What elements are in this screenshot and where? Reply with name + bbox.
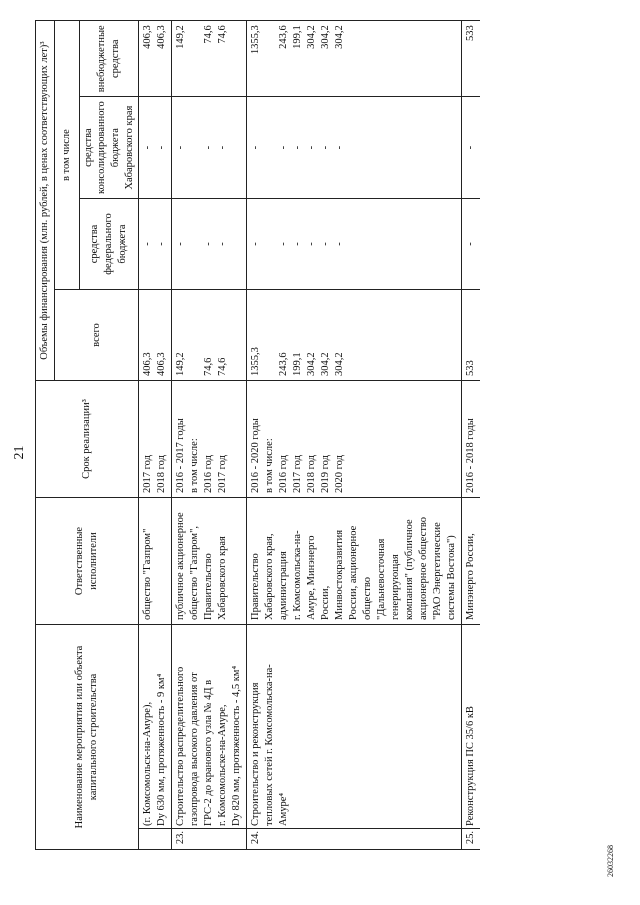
row-responsible [172,498,247,625]
cell-line: Строительство и реконструкция [250,682,262,826]
cell-line: 2017 год [217,455,229,493]
cell-line: Хабаровского края, [264,533,276,620]
cell-line: тепловых сетей г. Комсомольска-на- [264,664,276,826]
row-responsible [139,498,172,625]
cell-line: - [306,145,318,150]
cell-line: Dy 820 мм, протяженность - 4,5 км⁴ [231,665,243,826]
page-number: 21 [12,445,27,460]
row-extrabudget [462,21,481,97]
row-number [462,829,481,850]
cell-line: - [250,145,262,150]
cell-line: - [203,242,215,246]
row-federal [247,199,462,290]
cell-line: компания" (публичное [404,519,416,620]
cell-line: Правительство [203,553,215,620]
header-consolidated: средства консолидированного бюджета Хабаровского края [79,97,139,199]
cell-line: - [306,242,318,246]
cell-line [188,101,202,194]
row-term [247,381,462,498]
header-extrabudget: внебюджетные средства [79,21,139,97]
row-consolidated [462,97,481,199]
cell-line: Dy 630 мм, протяженность - 9 км⁴ [156,673,168,826]
cell-line: 304,2 [306,25,318,49]
cell-line: - [142,145,154,150]
table-row [172,21,247,850]
cell-line: России, [320,585,332,620]
cell-line: 149,2 [175,25,187,49]
cell-line: 2020 год [334,455,346,493]
cell-line: Хабаровского края [217,536,229,620]
cell-line: 304,2 [334,25,346,49]
cell-line: 149,2 [175,352,187,376]
header-term: Срок реализации³ [36,381,139,498]
cell-line [263,101,277,194]
cell-line: Правительство [250,553,262,620]
cell-line: России, акционерное [348,525,360,620]
cell-line: 406,3 [156,352,168,376]
cell-line: в том числе: [189,438,201,493]
table-body [139,21,481,850]
row-consolidated [172,97,247,199]
cell-line: Амуре, Минэнерго [306,535,318,620]
cell-line: Реконструкция ПС 35/6 кВ [465,706,477,826]
cell-line: 243,6 [278,25,290,49]
cell-line: Амуре⁴ [278,792,290,826]
row-consolidated [139,97,172,199]
cell-line: - [278,145,290,150]
cell-line: публичное акционерное [175,512,187,620]
cell-line: 74,6 [217,25,229,44]
cell-line: 533 [465,360,477,376]
cell-line: Минвостокразвития [334,529,346,620]
cell-line: 304,2 [306,352,318,376]
row-total [462,290,481,381]
header-funding: Объемы финансирования (млн. рублей, в ценах соответствующих лет)³ [36,21,55,381]
row-responsible [462,498,481,625]
row-federal [139,199,172,290]
cell-line: - [156,242,168,246]
cell-line: 2016 год [278,455,290,493]
cell-line: 2018 год [306,455,318,493]
cell-line: - [292,242,304,246]
cell-line: 199,1 [292,25,304,49]
cell-line: системы Востока") [446,535,458,620]
cell-line: "Дальневосточная [376,538,388,620]
cell-line: 2018 год [156,455,168,493]
cell-line: (г. Комсомольск-на-Амуре), [142,701,154,826]
cell-line [188,294,202,376]
table-header [36,21,139,850]
cell-line: г. Комсомольска-на- [292,530,304,620]
cell-line: - [334,145,346,150]
row-total [247,290,462,381]
row-name [139,625,172,829]
cell-line: 24. [250,831,262,845]
row-term [462,381,481,498]
cell-line: в том числе: [264,438,276,493]
table-row [462,21,481,850]
table-row [139,21,172,850]
cell-line: 304,2 [334,352,346,376]
cell-line: - [156,145,168,150]
cell-line: - [292,145,304,150]
header-responsible: Ответственные исполнители [36,498,139,625]
cell-line: ГРС-2 до кранового узла № 4Д в [203,679,215,826]
row-extrabudget [247,21,462,97]
cell-line: - [142,242,154,246]
document-code: 26032268 [606,845,615,877]
cell-line: общество "Газпром" [142,528,154,620]
cell-line: 406,3 [142,352,154,376]
row-extrabudget [172,21,247,97]
cell-line: 2016 - 2018 годы [465,418,477,493]
cell-line: - [203,145,215,150]
row-name [172,625,247,829]
cell-line: 2016 - 2017 годы [175,418,187,493]
row-number [172,829,247,850]
cell-line: газопровода высокого давления от [189,672,201,826]
cell-line: 406,3 [156,25,168,49]
cell-line [263,25,277,92]
cell-line: 74,6 [203,25,215,44]
cell-line [141,831,155,845]
cell-line: 406,3 [142,25,154,49]
cell-line: 1355,3 [250,25,262,55]
cell-line: - [465,145,477,150]
cell-line: - [217,242,229,246]
cell-line: - [278,242,290,246]
row-responsible [247,498,462,625]
cell-line: - [250,242,262,246]
header-federal: средства федерального бюджета [79,199,139,290]
cell-line: Минэнерго России, [465,533,477,620]
funding-table [35,20,480,850]
row-number [139,829,172,850]
cell-line: - [175,242,187,246]
cell-line: генерирующая [390,554,402,620]
cell-line: - [320,145,332,150]
row-federal [172,199,247,290]
cell-line: - [334,242,346,246]
cell-line: акционерное общество [418,516,430,620]
row-term [139,381,172,498]
header-name: Наименование мероприятия или объекта капитального строительства [36,625,139,850]
cell-line [263,294,277,376]
cell-line [263,203,277,285]
row-total [172,290,247,381]
cell-line: г. Комсомольске-на-Амуре, [217,704,229,826]
header-including: в том числе [54,21,79,290]
row-extrabudget [139,21,172,97]
cell-line: общество [362,577,374,620]
cell-line: 25. [465,831,477,845]
cell-line: - [320,242,332,246]
row-term [172,381,247,498]
row-total [139,290,172,381]
cell-line: - [217,145,229,150]
cell-line: 2016 - 2020 годы [250,418,262,493]
cell-line [188,25,202,92]
row-name [247,625,462,829]
cell-line [188,203,202,285]
cell-line: 74,6 [217,357,229,376]
cell-line: 304,2 [320,25,332,49]
cell-line: 304,2 [320,352,332,376]
cell-line: 2017 год [142,455,154,493]
cell-line: - [175,145,187,150]
row-consolidated [247,97,462,199]
cell-line: "РАО Энергетические [432,522,444,620]
cell-line: 74,6 [203,357,215,376]
table-row [247,21,462,850]
cell-line: общество "Газпром", [189,526,201,620]
cell-line: 2019 год [320,455,332,493]
row-number [247,829,462,850]
cell-line: администрация [278,551,290,620]
header-total: всего [54,290,139,381]
row-federal [462,199,481,290]
cell-line: 199,1 [292,352,304,376]
cell-line: - [465,242,477,246]
cell-line: 533 [465,25,477,42]
cell-line: 243,6 [278,352,290,376]
cell-line: 1355,3 [250,347,262,376]
row-name [462,625,481,829]
cell-line: 2017 год [292,455,304,493]
cell-line: 23. [175,831,187,845]
cell-line: Строительство распределительного [175,666,187,826]
cell-line: 2016 год [203,455,215,493]
